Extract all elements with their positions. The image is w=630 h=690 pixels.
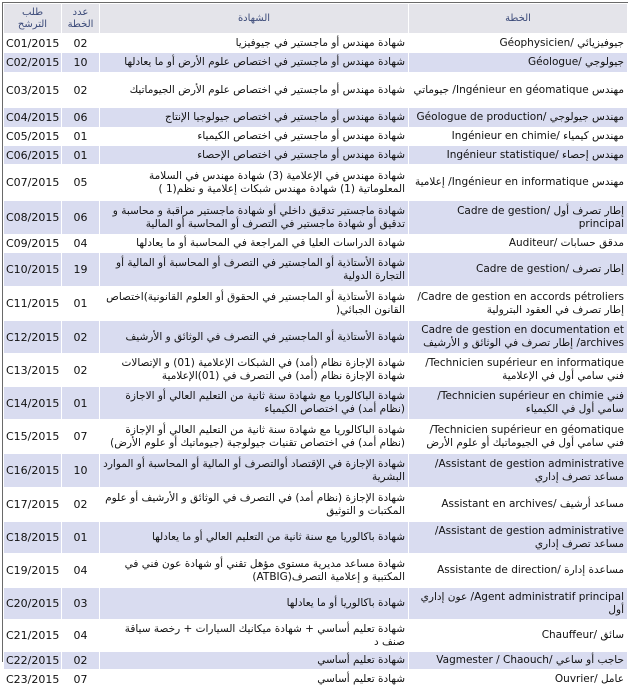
position-cell: جيوفيزيائي /Géophysicien: [409, 34, 628, 53]
certificate-cell: شهادة مهندس أو ماجستير في اختصاص الإحصاء: [100, 146, 409, 165]
count-cell: 01: [62, 522, 100, 554]
ref-cell: C01/2015: [4, 34, 62, 53]
position-cell: مساعدة إدارة /Assistante de direction: [409, 554, 628, 588]
count-cell: 04: [62, 235, 100, 253]
table-body: [4, 34, 628, 690]
ref-cell: C20/2015: [4, 588, 62, 620]
certificate-cell: شهادة تعليم أساسي: [100, 652, 409, 670]
ref-cell: C11/2015: [4, 287, 62, 321]
table-row: [4, 146, 628, 165]
ref-cell: C16/2015: [4, 454, 62, 488]
table-row: [4, 73, 628, 108]
count-cell: 04: [62, 620, 100, 652]
ref-cell: C15/2015: [4, 420, 62, 454]
table-row: [4, 354, 628, 387]
position-cell: مساعد أرشيف /Assistant en archives: [409, 488, 628, 522]
ref-cell: C21/2015: [4, 620, 62, 652]
table-row: [4, 108, 628, 128]
ref-cell: C02/2015: [4, 53, 62, 73]
table-row: [4, 454, 628, 488]
count-cell: 04: [62, 554, 100, 588]
count-cell: 02: [62, 652, 100, 670]
position-cell: إطار تصرف أول /Cadre de gestion principal: [409, 201, 628, 235]
ref-cell: C03/2015: [4, 73, 62, 108]
certificate-cell: شهادة مهندس أو ماجستير في اختصاص علوم الأرض أو ما يعادلها: [100, 53, 409, 73]
header-ref: طلب الترشح: [4, 4, 62, 34]
table-row: [4, 387, 628, 420]
position-cell: مهندس جيولوجي /Géologue de production: [409, 108, 628, 128]
position-cell: Cadre de gestion en documentation et archives/ إطار تصرف في الوثائق و الأرشيف: [409, 321, 628, 354]
count-cell: 02: [62, 321, 100, 354]
table-row: [4, 588, 628, 620]
table-row: [4, 287, 628, 321]
position-cell: مدقق حسابات /Auditeur: [409, 235, 628, 253]
certificate-cell: شهادة باكالوريا مع سنة ثانية من التعليم العالي أو ما يعادلها: [100, 522, 409, 554]
certificate-cell: شهادة الأستاذية أو الماجستير في التصرف أو المحاسبة أو المالية أو التجارة الدولية: [100, 253, 409, 287]
count-cell: 19: [62, 253, 100, 287]
header-position: الخطة: [409, 4, 628, 34]
position-cell: جيولوجي /Géologue: [409, 53, 628, 73]
table-row: [4, 128, 628, 146]
certificate-cell: شهادة باكالوريا أو ما يعادلها: [100, 588, 409, 620]
certificate-cell: شهادة مهندس أو ماجستير في اختصاص الكيمياء: [100, 128, 409, 146]
position-cell: عامل /Ouvrier: [409, 670, 628, 690]
table-row: [4, 670, 628, 690]
position-cell: Technicien supérieur en géomatique/ فني سامي أول في الجيوماتيك أو علوم الأرض: [409, 420, 628, 454]
table-row: [4, 165, 628, 201]
table-row: [4, 652, 628, 670]
position-cell: Assistant de gestion administrative/ مساعد تصرف إداري: [409, 454, 628, 488]
table-row: [4, 321, 628, 354]
ref-cell: C14/2015: [4, 387, 62, 420]
ref-cell: C07/2015: [4, 165, 62, 201]
ref-cell: C23/2015: [4, 670, 62, 690]
certificate-cell: شهادة مهندس أو ماجستير في جيوفيزيا: [100, 34, 409, 53]
certificate-cell: شهادة ماجستير تدقيق داخلي أو شهادة ماجستير مراقبة و محاسبة و تدقيق أو شهادة ماجستير في التصرف أو المحاسبة أو المالية: [100, 201, 409, 235]
certificate-cell: شهادة الإجازة نظام (أمد) في الشبكات الإعلامية (01) و الإتصالات شهادة الإجازة نظام (أمد) في التصرف في (01)الإعلامية: [100, 354, 409, 387]
certificate-cell: شهادة الأستاذية أو الماجستير في التصرف في الوثائق و الأرشيف: [100, 321, 409, 354]
count-cell: 06: [62, 201, 100, 235]
table-row: [4, 620, 628, 652]
ref-cell: C10/2015: [4, 253, 62, 287]
ref-cell: C05/2015: [4, 128, 62, 146]
certificate-cell: شهادة مساعد مديرية مستوى مؤهل تقني أو شهادة عون فني في المكتبية و إعلامية التصرف(ATBIG): [100, 554, 409, 588]
table-row: [4, 34, 628, 53]
position-cell: مهندس Ingénieur en géomatique/ جيوماتي: [409, 73, 628, 108]
count-cell: 10: [62, 53, 100, 73]
position-cell: Cadre de gestion en accords pétroliers/ إطار تصرف في العقود البترولية: [409, 287, 628, 321]
ref-cell: C17/2015: [4, 488, 62, 522]
certificate-cell: شهادة الباكالوريا مع شهادة سنة ثانية من التعليم العالي أو الاجازة (نظام أمد) في اختصاص الكيمياء: [100, 387, 409, 420]
position-cell: فني Technicien supérieur en chimie/ سامي أول في الكيمياء: [409, 387, 628, 420]
table-header-row: [4, 4, 628, 34]
position-cell: مهندس كيمياء /Ingénieur en chimie: [409, 128, 628, 146]
header-count: عدد الخطة: [62, 4, 100, 34]
position-cell: Agent administratif principal/ عون إداري أول: [409, 588, 628, 620]
count-cell: 01: [62, 146, 100, 165]
table-row: [4, 522, 628, 554]
count-cell: 05: [62, 165, 100, 201]
position-cell: مهندس إحصاء /Ingénieur statistique: [409, 146, 628, 165]
table-row: [4, 554, 628, 588]
count-cell: 02: [62, 354, 100, 387]
position-cell: Technicien supérieur en informatique/ فني سامي أول في الإعلامية: [409, 354, 628, 387]
certificate-cell: شهادة الإجازة (نظام أمد) في التصرف في الوثائق و الأرشيف أو علوم المكتبات و التوثيق: [100, 488, 409, 522]
count-cell: 02: [62, 34, 100, 53]
ref-cell: C04/2015: [4, 108, 62, 128]
recruitment-table: [3, 3, 628, 690]
count-cell: 01: [62, 128, 100, 146]
certificate-cell: شهادة الأستاذية أو الماجستير في الحقوق أو العلوم القانونية)اختصاص القانون الجبائي(: [100, 287, 409, 321]
position-cell: إطار تصرف /Cadre de gestion: [409, 253, 628, 287]
header-certificate: الشهادة: [100, 4, 409, 34]
ref-cell: C06/2015: [4, 146, 62, 165]
ref-cell: C22/2015: [4, 652, 62, 670]
certificate-cell: شهادة مهندس أو ماجستير في اختصاص جيولوجيا الإنتاج: [100, 108, 409, 128]
count-cell: 01: [62, 287, 100, 321]
position-cell: Assistant de gestion administrative/ مساعد تصرف إداري: [409, 522, 628, 554]
recruitment-table-frame: [2, 2, 628, 686]
ref-cell: C08/2015: [4, 201, 62, 235]
table-row: [4, 420, 628, 454]
certificate-cell: شهادة الباكالوريا مع شهادة سنة ثانية من التعليم العالي أو الإجازة (نظام أمد) في اختصاص تقنيات جيولوجية (جيوماتيك أو علوم الأرض): [100, 420, 409, 454]
position-cell: سائق /Chauffeur: [409, 620, 628, 652]
count-cell: 10: [62, 454, 100, 488]
count-cell: 07: [62, 420, 100, 454]
ref-cell: C09/2015: [4, 235, 62, 253]
count-cell: 02: [62, 488, 100, 522]
certificate-cell: شهادة مهندس في الإعلامية (3) شهادة مهندس في السلامة المعلوماتية (1) شهادة مهندس شبكات إعلامية و نظم(1 ): [100, 165, 409, 201]
count-cell: 06: [62, 108, 100, 128]
table-row: [4, 488, 628, 522]
certificate-cell: شهادة الإجازة في الإقتصاد أوالتصرف أو المالية أو المحاسبة أو الموارد البشرية: [100, 454, 409, 488]
ref-cell: C12/2015: [4, 321, 62, 354]
table-row: [4, 53, 628, 73]
count-cell: 03: [62, 588, 100, 620]
certificate-cell: شهادة تعليم أساسي: [100, 670, 409, 690]
ref-cell: C19/2015: [4, 554, 62, 588]
count-cell: 07: [62, 670, 100, 690]
certificate-cell: شهادة الدراسات العليا في المراجعة في المحاسبة أو ما يعادلها: [100, 235, 409, 253]
table-row: [4, 253, 628, 287]
ref-cell: C18/2015: [4, 522, 62, 554]
certificate-cell: شهادة مهندس أو ماجستير في اختصاص علوم الأرض الجيوماتيك: [100, 73, 409, 108]
table-row: [4, 201, 628, 235]
count-cell: 01: [62, 387, 100, 420]
table-row: [4, 235, 628, 253]
ref-cell: C13/2015: [4, 354, 62, 387]
position-cell: حاجب أو ساعي /Vagmester / Chaouch: [409, 652, 628, 670]
position-cell: مهندس Ingénieur en informatique/ إعلامية: [409, 165, 628, 201]
certificate-cell: شهادة تعليم أساسي + شهادة ميكانيك السيارات + رخصة سياقة صنف د: [100, 620, 409, 652]
count-cell: 02: [62, 73, 100, 108]
